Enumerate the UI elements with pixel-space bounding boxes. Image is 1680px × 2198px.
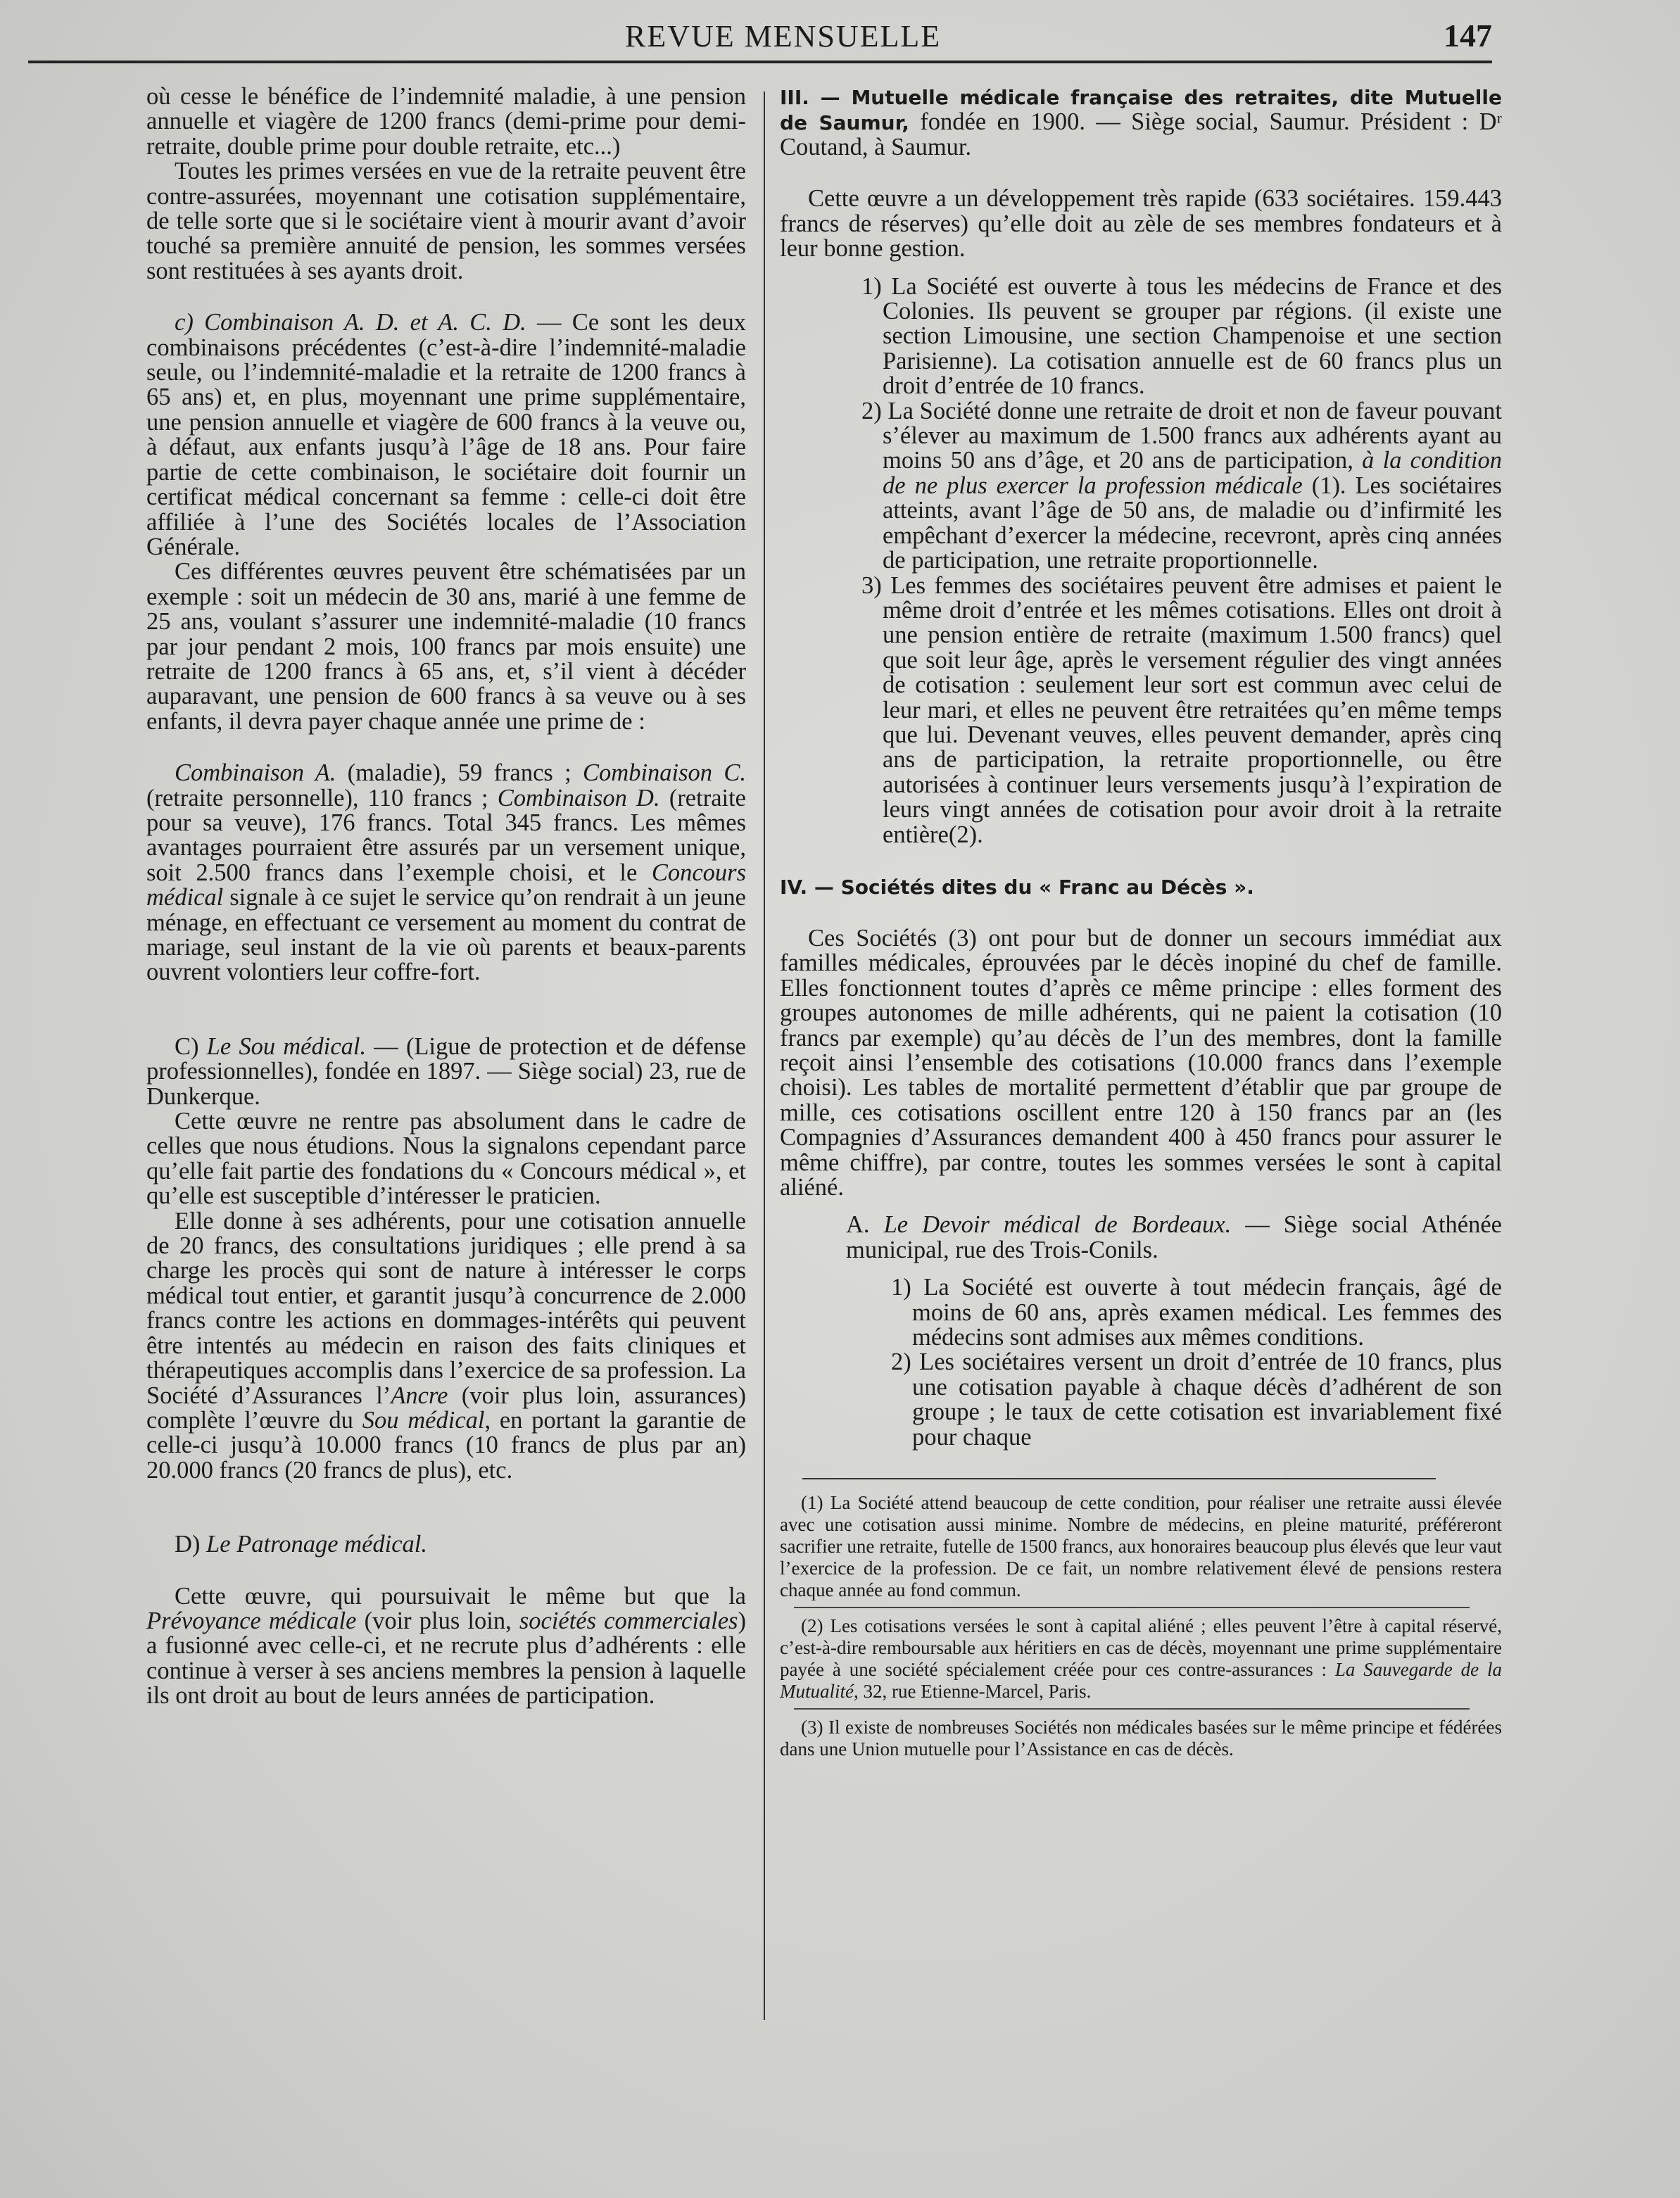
- footnote-1: (1) La Société attend beaucoup de cette condition, pour réaliser une retraite aussi élevée avec une cotisation aussi minime. Nombre de médecins, en pleine maturité, préféreront sacrifier une retraite, futelle de 1500 francs, aux honoraires beaucoup plus élevés que leur vaut l’exercice de la profession. De ce fait, un nombre relativement élevé de pensions restera chaque année au fond commun.: [780, 1492, 1502, 1601]
- list-item: 2) La Société donne une retraite de droit et non de faveur pouvant s’élever au maximum de 1.500 francs aux adhérents ayant au moins 50 ans d’âge, et 20 ans de participation, à la condition de ne plus exercer la profession médicale (1). Les sociétaires atteints, avant l’âge de 50 ans, de maladie ou d’infirmité les empêchant d’exercer la médecine, recevront, après cinq années de participation, une retraite proportionnelle.: [861, 397, 1502, 574]
- list-item: 2) Les sociétaires versent un droit d’entrée de 10 francs, plus une cotisation payable à chaque décès d’adhérent de son groupe ; le taux de cette cotisation est invariablement fixé pour chaque: [891, 1349, 1502, 1451]
- list-item: 3) Les femmes des sociétaires peuvent être admises et paient le même droit d’entrée et les mêmes cotisations. Elles ont droit à une pension entière de retraite (maximum 1.500 francs) quel que soit leur âge, après le versement régulier des vingt années de cotisation : seulement leur sort est commun avec celui de leur mari, et elles ne peuvent être retraitées qu’en même temps que lui. Devenant veuves, elles peuvent demander, après cinq ans de participation, la retraite proportionnelle, ou être autorisées à continuer leurs versements jusqu’à l’expiration de leurs vingt années de cotisation pour avoir droit à la retraite entière(2).: [861, 571, 1502, 848]
- section-heading-franc-au-deces: IV. — Sociétés dites du « Franc au Décès ».: [780, 875, 1254, 899]
- footnote-rule: [802, 1478, 1436, 1479]
- page-header: [28, 10, 1492, 59]
- section-heading-sou-medical: C) Le Sou médical. — (Ligue de protection et de défense professionnelles), fondée en 1897. — Siège social) 23, rue de Dunkerque.: [146, 1032, 746, 1110]
- list-item: 1) La Société est ouverte à tout médecin français, âgé de moins de 60 ans, après examen médical. Les femmes des médecins sont admises aux mêmes conditions.: [891, 1274, 1502, 1351]
- paragraph: Ces différentes œuvres peuvent être schématisées par un exemple : soit un médecin de 30 ans, marié à une femme de 25 ans, voulant s’assurer une indemnité-maladie (10 francs par jour pendant 2 mois, 100 francs par mois ensuite) une retraite de 1200 francs à 65 ans, et, s’il vient à décéder auparavant, une pension de 600 francs à sa veuve ou à ses enfants, il devra payer chaque année une prime de :: [146, 558, 746, 735]
- paragraph: Cette œuvre a un développement très rapide (633 sociétaires. 159.443 francs de réserves) qu’elle doit au zèle de ses membres fondateurs et à leur bonne gestion.: [780, 185, 1502, 263]
- footnote-divider: [794, 1708, 1470, 1710]
- subsection-label: c) Combinaison A. D. et A. C. D.: [175, 309, 526, 336]
- subsection-devoir-medical: A. Le Devoir médical de Bordeaux. — Siège social Athénée municipal, rue des Trois-Conils.: [846, 1211, 1503, 1263]
- list-item: 1) La Société est ouverte à tous les médecins de France et des Colonies. Ils peuvent se grouper par régions. (il existe une section Limousine, une section Champenoise et une section Parisienne). La cotisation annuelle est de 60 francs plus un droit d’entrée de 10 francs.: [861, 272, 1502, 400]
- paragraph: Ces Sociétés (3) ont pour but de donner un secours immédiat aux familles médicales, éprouvées par le décès inopiné du chef de famille. Elles fonctionnent toutes d’après ce même principe : elles forment des groupes autonomes de mille adhérents, qui ne paient la cotisation (10 francs par exemple) qu’au décès de l’un des membres, dont la famille reçoit ainsi l’ensemble des cotisations (10.000 francs dans l’exemple choisi). Les tables de mortalité permettent d’établir que par groupe de mille, ces cotisations oscillent entre 120 à 150 francs par an (les Compagnies d’Assurances demandent 400 à 450 francs pour assurer le même chiffre), par contre, toutes les sommes versées le sont à capital aliéné.: [780, 924, 1502, 1201]
- paragraph: Toutes les primes versées en vue de la retraite peuvent être contre-assurées, moyennant une cotisation supplémentaire, de telle sorte que si le sociétaire vient à mourir avant d’avoir touché sa première annuité de pension, les sommes versées sont restituées à ses ayants droit.: [146, 158, 746, 284]
- left-column: [146, 84, 746, 1709]
- header-rule: [28, 61, 1492, 63]
- section-heading-mutuelle-saumur: III. — Mutuelle médicale française des retraites, dite Mutuelle de Saumur, fondée en 1900. — Siège social, Saumur. Président : Dʳ Coutand, à Saumur.: [780, 86, 1502, 160]
- right-column: [780, 84, 1502, 1760]
- footnote-divider: [794, 1607, 1470, 1608]
- paragraph: Cette œuvre, qui poursuivait le même but que la Prévoyance médicale (voir plus loin, sociétés commerciales) a fusionné avec celle-ci, et ne recrute plus d’adhérents : elle continue à verser à ses anciens membres la pension à laquelle ils ont droit au bout de leurs années de participation.: [146, 1582, 746, 1710]
- running-title: REVUE MENSUELLE: [625, 19, 942, 53]
- section-heading-patronage: D) Le Patronage médical.: [175, 1531, 427, 1558]
- paragraph: où cesse le bénéfice de l’indemnité maladie, à une pension annuelle et viagère de 1200 francs (demi-prime pour demi-retraite, double prime pour double retraite, etc...): [146, 83, 746, 160]
- paragraph-combinaison-adacd: c) Combinaison A. D. et A. C. D. — Ce sont les deux combinaisons précédentes (c’est-à-dire l’indemnité-maladie seule, ou l’indemnité-maladie et la retraite de 1200 francs à 65 ans) et, en plus, moyennant une prime supplémentaire, une pension annuelle et viagère de 600 francs à la veuve ou, à défaut, aux enfants jusqu’à l’âge de 18 ans. Pour faire partie de cette combinaison, le sociétaire doit fournir un certificat médical concernant sa femme : celle-ci doit être affiliée à l’une des Sociétés locales de l’Association Générale.: [146, 309, 746, 560]
- page-number: 147: [1444, 18, 1492, 53]
- column-divider: [764, 91, 765, 2020]
- paragraph: Elle donne à ses adhérents, pour une cotisation annuelle de 20 francs, des consultations juridiques ; elle prend à sa charge les procès qui sont de nature à intéresser le corps médical tout entier, et garantit jusqu’à concurrence de 2.000 francs contre les actions en dommages-intérêts qui peuvent être intentés au médecin en raison des faits cliniques et thérapeutiques accomplis dans l’exercice de sa profession. La Société d’Assurances l’Ancre (voir plus loin, assurances) complète l’œuvre du Sou médical, en portant la garantie de celle-ci jusqu’à 10.000 francs (10 francs de plus par an) 20.000 francs (20 francs de plus), etc.: [146, 1207, 747, 1484]
- paragraph-example-costs: Combinaison A. (maladie), 59 francs ; Combinaison C. (retraite personnelle), 110 francs ; Combinaison D. (retraite pour sa veuve), 176 francs. Total 345 francs. Les mêmes avantages pourraient être assurés par un versement unique, soit 2.500 francs dans l’exemple choisi, et le Concours médical signale à ce sujet le service qu’on rendrait à un jeune ménage, en effectuant ce versement au moment du contrat de mariage, seul instant de la vie où parents et beaux-parents ouvrent volontiers leur coffre-fort.: [146, 759, 746, 986]
- footnote-3: (3) Il existe de nombreuses Sociétés non médicales basées sur le même principe et fédérées dans une Union mutuelle pour l’Assistance en cas de décès.: [780, 1717, 1502, 1760]
- footnote-2: (2) Les cotisations versées le sont à capital aliéné ; elles peuvent l’être à capital réservé, c’est-à-dire remboursable aux héritiers en cas de décès, moyennant une prime supplémentaire payée à une société spécialement créée pour ces contre-assurances : La Sauvegarde de la Mutualité, 32, rue Etienne-Marcel, Paris.: [780, 1615, 1503, 1703]
- paragraph: Cette œuvre ne rentre pas absolument dans le cadre de celles que nous étudions. Nous la signalons cependant parce qu’elle fait partie des fondations du « Concours médical », et qu’elle est susceptible d’intéresser le praticien.: [146, 1108, 746, 1210]
